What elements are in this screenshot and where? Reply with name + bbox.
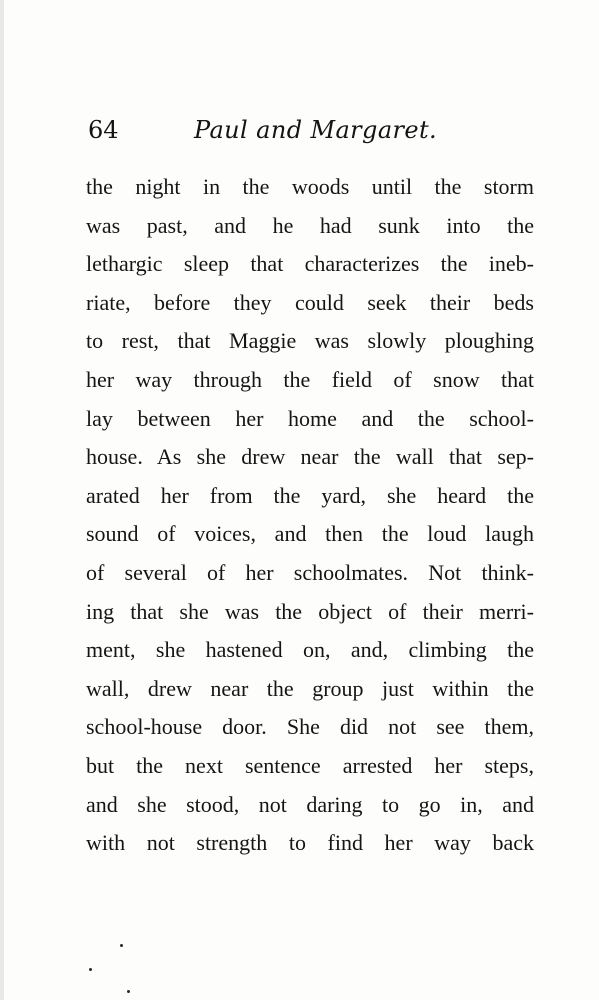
- text-line: her way through the field of snow that: [86, 366, 534, 392]
- text-line: and she stood, not daring to go in, and: [86, 791, 534, 817]
- text-line: lethargic sleep that characterizes the ineb-: [86, 251, 534, 277]
- running-head: [88, 108, 548, 152]
- page-number: 64: [88, 116, 119, 144]
- text-line: lay between her home and the school-: [86, 405, 534, 431]
- text-line: the night in the woods until the storm: [86, 174, 534, 199]
- text-line: house. As she drew near the wall that sep-: [86, 444, 534, 470]
- text-line: ing that she was the object of their merri-: [86, 598, 534, 624]
- print-speck: [120, 944, 123, 947]
- text-line: but the next sentence arrested her steps,: [86, 752, 534, 778]
- text-line: of several of her schoolmates. Not think-: [86, 559, 534, 585]
- text-line: to rest, that Maggie was slowly ploughing: [86, 328, 534, 354]
- text-line: ment, she hastened on, and, climbing the: [86, 637, 534, 663]
- text-line: with not strength to find her way back: [86, 830, 534, 856]
- text-line: arated her from the yard, she heard the: [86, 482, 534, 508]
- text-line: sound of voices, and then the loud laugh: [86, 521, 534, 547]
- running-title: Paul and Margaret.: [194, 116, 438, 144]
- page-edge-shadow: [0, 0, 4, 1000]
- print-speck: [89, 968, 92, 971]
- print-speck: [127, 990, 130, 993]
- text-line: school-house door. She did not see them,: [86, 714, 534, 740]
- text-line: was past, and he had sunk into the: [86, 212, 534, 238]
- body-text: [86, 168, 534, 863]
- text-line: wall, drew near the group just within the: [86, 675, 534, 701]
- text-line: riate, before they could seek their beds: [86, 289, 534, 315]
